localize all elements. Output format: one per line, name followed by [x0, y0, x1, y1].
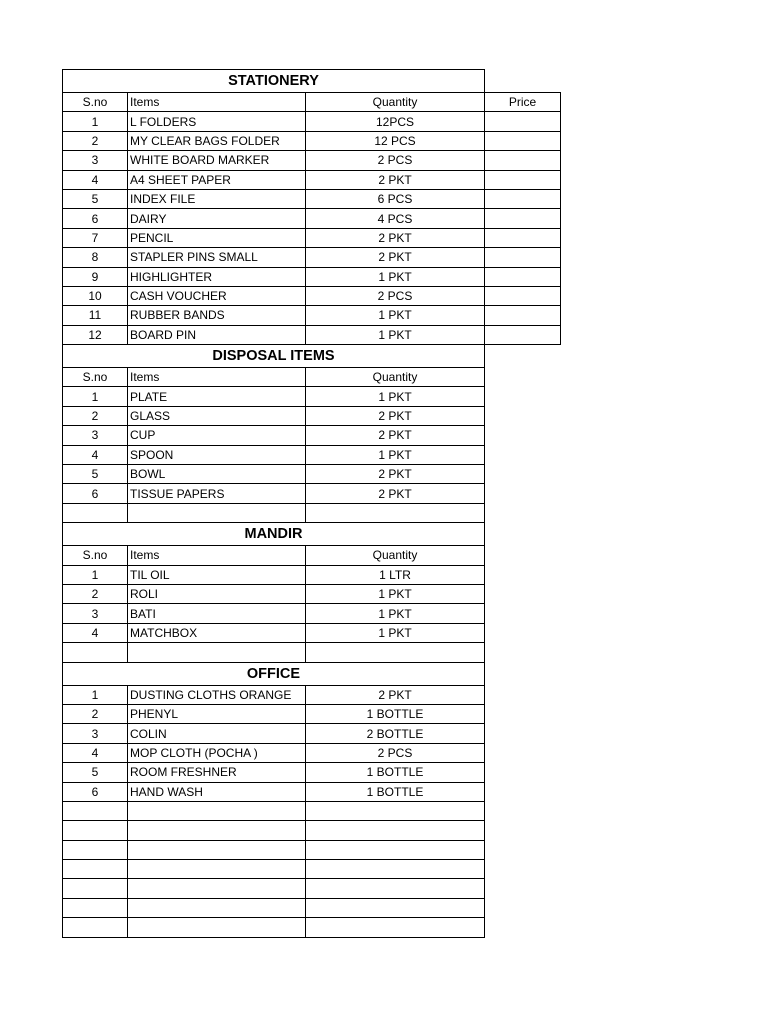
row-price: [485, 228, 561, 247]
empty-cell: [485, 918, 561, 937]
empty-cell: [63, 879, 128, 898]
empty-cell: [485, 503, 561, 522]
row-item: MATCHBOX: [128, 623, 306, 642]
blank-row: [63, 879, 561, 898]
row-quantity: 2 PKT: [306, 685, 485, 704]
blank-row: [63, 801, 561, 820]
row-item: WHITE BOARD MARKER: [128, 151, 306, 170]
section-title-row: [63, 662, 561, 685]
table-row: [63, 465, 561, 484]
empty-cell: [485, 484, 561, 503]
empty-cell: [63, 918, 128, 937]
table-row: [63, 565, 561, 584]
section-title: STATIONERY: [63, 70, 485, 93]
header-price: Price: [485, 93, 561, 112]
row-quantity: 2 PKT: [306, 228, 485, 247]
row-quantity: 1 PKT: [306, 604, 485, 623]
empty-cell: [485, 662, 561, 685]
row-quantity: 6 PCS: [306, 189, 485, 208]
blank-row: [63, 898, 561, 917]
row-quantity: 1 PKT: [306, 387, 485, 406]
empty-cell: [485, 623, 561, 642]
empty-cell: [485, 724, 561, 743]
shopping-list-sheet: [62, 69, 561, 938]
row-sno: 12: [63, 325, 128, 344]
empty-cell: [306, 801, 485, 820]
empty-cell: [63, 821, 128, 840]
row-price: [485, 151, 561, 170]
row-sno: 2: [63, 406, 128, 425]
row-price: [485, 286, 561, 305]
header-quantity: Quantity: [306, 368, 485, 387]
empty-cell: [128, 898, 306, 917]
row-quantity: 2 BOTTLE: [306, 724, 485, 743]
row-quantity: 12 PCS: [306, 131, 485, 150]
row-item: MOP CLOTH (POCHA ): [128, 743, 306, 762]
table-row: [63, 286, 561, 305]
row-item: BOARD PIN: [128, 325, 306, 344]
blank-row: [63, 643, 561, 662]
header-items: Items: [128, 368, 306, 387]
empty-cell: [485, 685, 561, 704]
empty-cell: [128, 918, 306, 937]
row-quantity: 1 PKT: [306, 306, 485, 325]
row-sno: 2: [63, 584, 128, 603]
row-price: [485, 131, 561, 150]
row-sno: 3: [63, 426, 128, 445]
sheet-body: [63, 70, 561, 938]
row-item: ROLI: [128, 584, 306, 603]
empty-cell: [485, 406, 561, 425]
header-items: Items: [128, 546, 306, 565]
blank-row: [63, 503, 561, 522]
row-quantity: 2 PKT: [306, 406, 485, 425]
table-row: [63, 724, 561, 743]
empty-cell: [306, 840, 485, 859]
row-price: [485, 209, 561, 228]
row-item: RUBBER BANDS: [128, 306, 306, 325]
row-quantity: 1 BOTTLE: [306, 782, 485, 801]
header-sno: S.no: [63, 368, 128, 387]
section-title: MANDIR: [63, 523, 485, 546]
row-item: TISSUE PAPERS: [128, 484, 306, 503]
empty-cell: [63, 898, 128, 917]
empty-cell: [128, 821, 306, 840]
empty-cell: [485, 782, 561, 801]
table-row: [63, 685, 561, 704]
row-quantity: 4 PCS: [306, 209, 485, 228]
empty-cell: [63, 840, 128, 859]
row-sno: 4: [63, 623, 128, 642]
row-sno: 11: [63, 306, 128, 325]
table-row: [63, 131, 561, 150]
table-row: [63, 112, 561, 131]
row-quantity: 1 BOTTLE: [306, 763, 485, 782]
empty-cell: [306, 821, 485, 840]
row-item: PHENYL: [128, 704, 306, 723]
row-quantity: 1 LTR: [306, 565, 485, 584]
empty-cell: [485, 584, 561, 603]
header-quantity: Quantity: [306, 546, 485, 565]
row-sno: 4: [63, 743, 128, 762]
row-sno: 1: [63, 685, 128, 704]
empty-cell: [485, 523, 561, 546]
empty-cell: [128, 860, 306, 879]
row-price: [485, 170, 561, 189]
empty-cell: [485, 743, 561, 762]
empty-cell: [63, 643, 128, 662]
table-row: [63, 763, 561, 782]
row-sno: 6: [63, 209, 128, 228]
row-sno: 3: [63, 604, 128, 623]
table-row: [63, 623, 561, 642]
row-quantity: 2 PKT: [306, 465, 485, 484]
empty-cell: [306, 643, 485, 662]
row-item: TIL OIL: [128, 565, 306, 584]
row-item: L FOLDERS: [128, 112, 306, 131]
empty-cell: [128, 801, 306, 820]
row-quantity: 1 BOTTLE: [306, 704, 485, 723]
row-item: CUP: [128, 426, 306, 445]
table-row: [63, 170, 561, 189]
row-quantity: 1 PKT: [306, 584, 485, 603]
empty-cell: [306, 898, 485, 917]
blank-row: [63, 860, 561, 879]
empty-cell: [485, 840, 561, 859]
blank-row: [63, 840, 561, 859]
empty-cell: [485, 604, 561, 623]
section-title-row: [63, 345, 561, 368]
row-item: BOWL: [128, 465, 306, 484]
section-title: DISPOSAL ITEMS: [63, 345, 485, 368]
row-item: INDEX FILE: [128, 189, 306, 208]
table-row: [63, 151, 561, 170]
row-sno: 5: [63, 763, 128, 782]
section-title: OFFICE: [63, 662, 485, 685]
table-row: [63, 426, 561, 445]
row-quantity: 1 PKT: [306, 267, 485, 286]
row-item: DAIRY: [128, 209, 306, 228]
empty-cell: [485, 445, 561, 464]
row-item: PLATE: [128, 387, 306, 406]
row-item: COLIN: [128, 724, 306, 743]
row-price: [485, 267, 561, 286]
table-row: [63, 484, 561, 503]
header-items: Items: [128, 93, 306, 112]
row-sno: 10: [63, 286, 128, 305]
row-item: HIGHLIGHTER: [128, 267, 306, 286]
empty-cell: [485, 345, 561, 368]
empty-cell: [485, 426, 561, 445]
row-price: [485, 189, 561, 208]
row-quantity: 2 PCS: [306, 286, 485, 305]
row-quantity: 2 PKT: [306, 170, 485, 189]
header-row: [63, 93, 561, 112]
row-item: SPOON: [128, 445, 306, 464]
empty-cell: [485, 565, 561, 584]
row-sno: 6: [63, 782, 128, 801]
empty-cell: [485, 465, 561, 484]
table-row: [63, 445, 561, 464]
row-quantity: 2 PKT: [306, 426, 485, 445]
row-sno: 1: [63, 387, 128, 406]
table-row: [63, 704, 561, 723]
empty-cell: [485, 879, 561, 898]
header-row: [63, 368, 561, 387]
row-quantity: 1 PKT: [306, 445, 485, 464]
empty-cell: [485, 898, 561, 917]
empty-cell: [63, 801, 128, 820]
table-row: [63, 782, 561, 801]
row-quantity: 1 PKT: [306, 623, 485, 642]
table-row: [63, 743, 561, 762]
table-row: [63, 325, 561, 344]
empty-cell: [306, 860, 485, 879]
empty-cell: [485, 704, 561, 723]
empty-cell: [306, 503, 485, 522]
empty-cell: [485, 70, 561, 93]
empty-cell: [63, 860, 128, 879]
empty-cell: [485, 643, 561, 662]
row-sno: 5: [63, 189, 128, 208]
table-row: [63, 306, 561, 325]
row-item: ROOM FRESHNER: [128, 763, 306, 782]
row-sno: 4: [63, 170, 128, 189]
empty-cell: [485, 763, 561, 782]
row-quantity: 2 PKT: [306, 484, 485, 503]
row-item: STAPLER PINS SMALL: [128, 248, 306, 267]
row-item: DUSTING CLOTHS ORANGE: [128, 685, 306, 704]
row-item: A4 SHEET PAPER: [128, 170, 306, 189]
empty-cell: [485, 546, 561, 565]
empty-cell: [128, 503, 306, 522]
table-row: [63, 228, 561, 247]
row-item: CASH VOUCHER: [128, 286, 306, 305]
blank-row: [63, 918, 561, 937]
row-quantity: 2 PCS: [306, 151, 485, 170]
row-item: GLASS: [128, 406, 306, 425]
table-row: [63, 248, 561, 267]
row-sno: 2: [63, 704, 128, 723]
row-sno: 6: [63, 484, 128, 503]
empty-cell: [485, 801, 561, 820]
table-row: [63, 267, 561, 286]
header-quantity: Quantity: [306, 93, 485, 112]
row-quantity: 1 PKT: [306, 325, 485, 344]
header-row: [63, 546, 561, 565]
row-sno: 3: [63, 151, 128, 170]
row-sno: 4: [63, 445, 128, 464]
empty-cell: [63, 503, 128, 522]
empty-cell: [306, 879, 485, 898]
row-quantity: 2 PCS: [306, 743, 485, 762]
empty-cell: [485, 821, 561, 840]
row-price: [485, 325, 561, 344]
row-item: PENCIL: [128, 228, 306, 247]
empty-cell: [128, 879, 306, 898]
row-sno: 2: [63, 131, 128, 150]
row-sno: 7: [63, 228, 128, 247]
row-price: [485, 112, 561, 131]
table-row: [63, 209, 561, 228]
row-sno: 1: [63, 112, 128, 131]
table-row: [63, 406, 561, 425]
row-sno: 3: [63, 724, 128, 743]
empty-cell: [128, 643, 306, 662]
row-item: HAND WASH: [128, 782, 306, 801]
row-quantity: 12PCS: [306, 112, 485, 131]
empty-cell: [485, 368, 561, 387]
table-row: [63, 584, 561, 603]
section-title-row: [63, 523, 561, 546]
header-sno: S.no: [63, 546, 128, 565]
row-sno: 9: [63, 267, 128, 286]
row-sno: 8: [63, 248, 128, 267]
row-price: [485, 306, 561, 325]
table-row: [63, 189, 561, 208]
empty-cell: [128, 840, 306, 859]
header-sno: S.no: [63, 93, 128, 112]
blank-row: [63, 821, 561, 840]
section-title-row: [63, 70, 561, 93]
row-price: [485, 248, 561, 267]
row-sno: 1: [63, 565, 128, 584]
row-quantity: 2 PKT: [306, 248, 485, 267]
empty-cell: [306, 918, 485, 937]
empty-cell: [485, 860, 561, 879]
row-sno: 5: [63, 465, 128, 484]
empty-cell: [485, 387, 561, 406]
row-item: BATI: [128, 604, 306, 623]
row-item: MY CLEAR BAGS FOLDER: [128, 131, 306, 150]
table-row: [63, 387, 561, 406]
table-row: [63, 604, 561, 623]
